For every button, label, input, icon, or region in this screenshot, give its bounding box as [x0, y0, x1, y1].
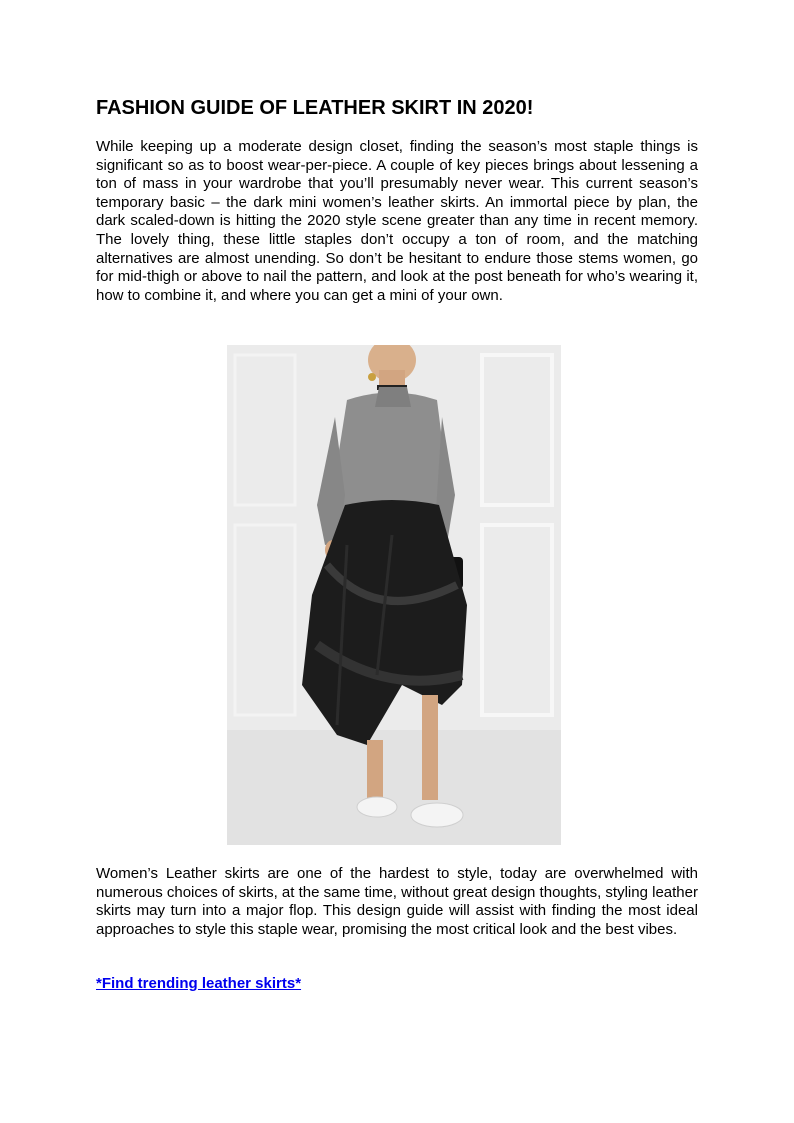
intro-paragraph: While keeping up a moderate design closet, finding the season’s most staple things is significant so as to boost wear-per-piece. A couple of key pieces brings about lessening a ton of mass in your wardrobe that you’ll presumably never wear. This current season’s temporary basic – the dark mini women’s leather skirts. An immortal piece by plan, the dark scaled-down is hitting the 2020 style scene greater than any time in recent memory. The lovely thing, these little staples don’t occupy a ton of room, and the matching alternatives are almost unending. So don’t be hesitant to endure those stems women, go for mid-thigh or above to nail the pattern, and look at the post beneath for who’s wearing it, how to combine it, and where you can get a mini of your own.	[96, 138, 698, 304]
leather-skirt-photo	[227, 345, 561, 845]
find-trending-leather-skirts-link[interactable]: *Find trending leather skirts*	[96, 975, 302, 992]
article-header	[96, 96, 698, 305]
body-paragraph: Women’s Leather skirts are one of the hardest to style, today are overwhelmed with numerous choices of skirts, at the same time, without great design thoughts, styling leather skirts may turn into a major flop. This design guide will assist with finding the most ideal approaches to style this staple wear, promising the most critical look and the best vibes.	[96, 865, 698, 938]
article-title: FASHION GUIDE OF LEATHER SKIRT IN 2020!	[96, 97, 534, 119]
